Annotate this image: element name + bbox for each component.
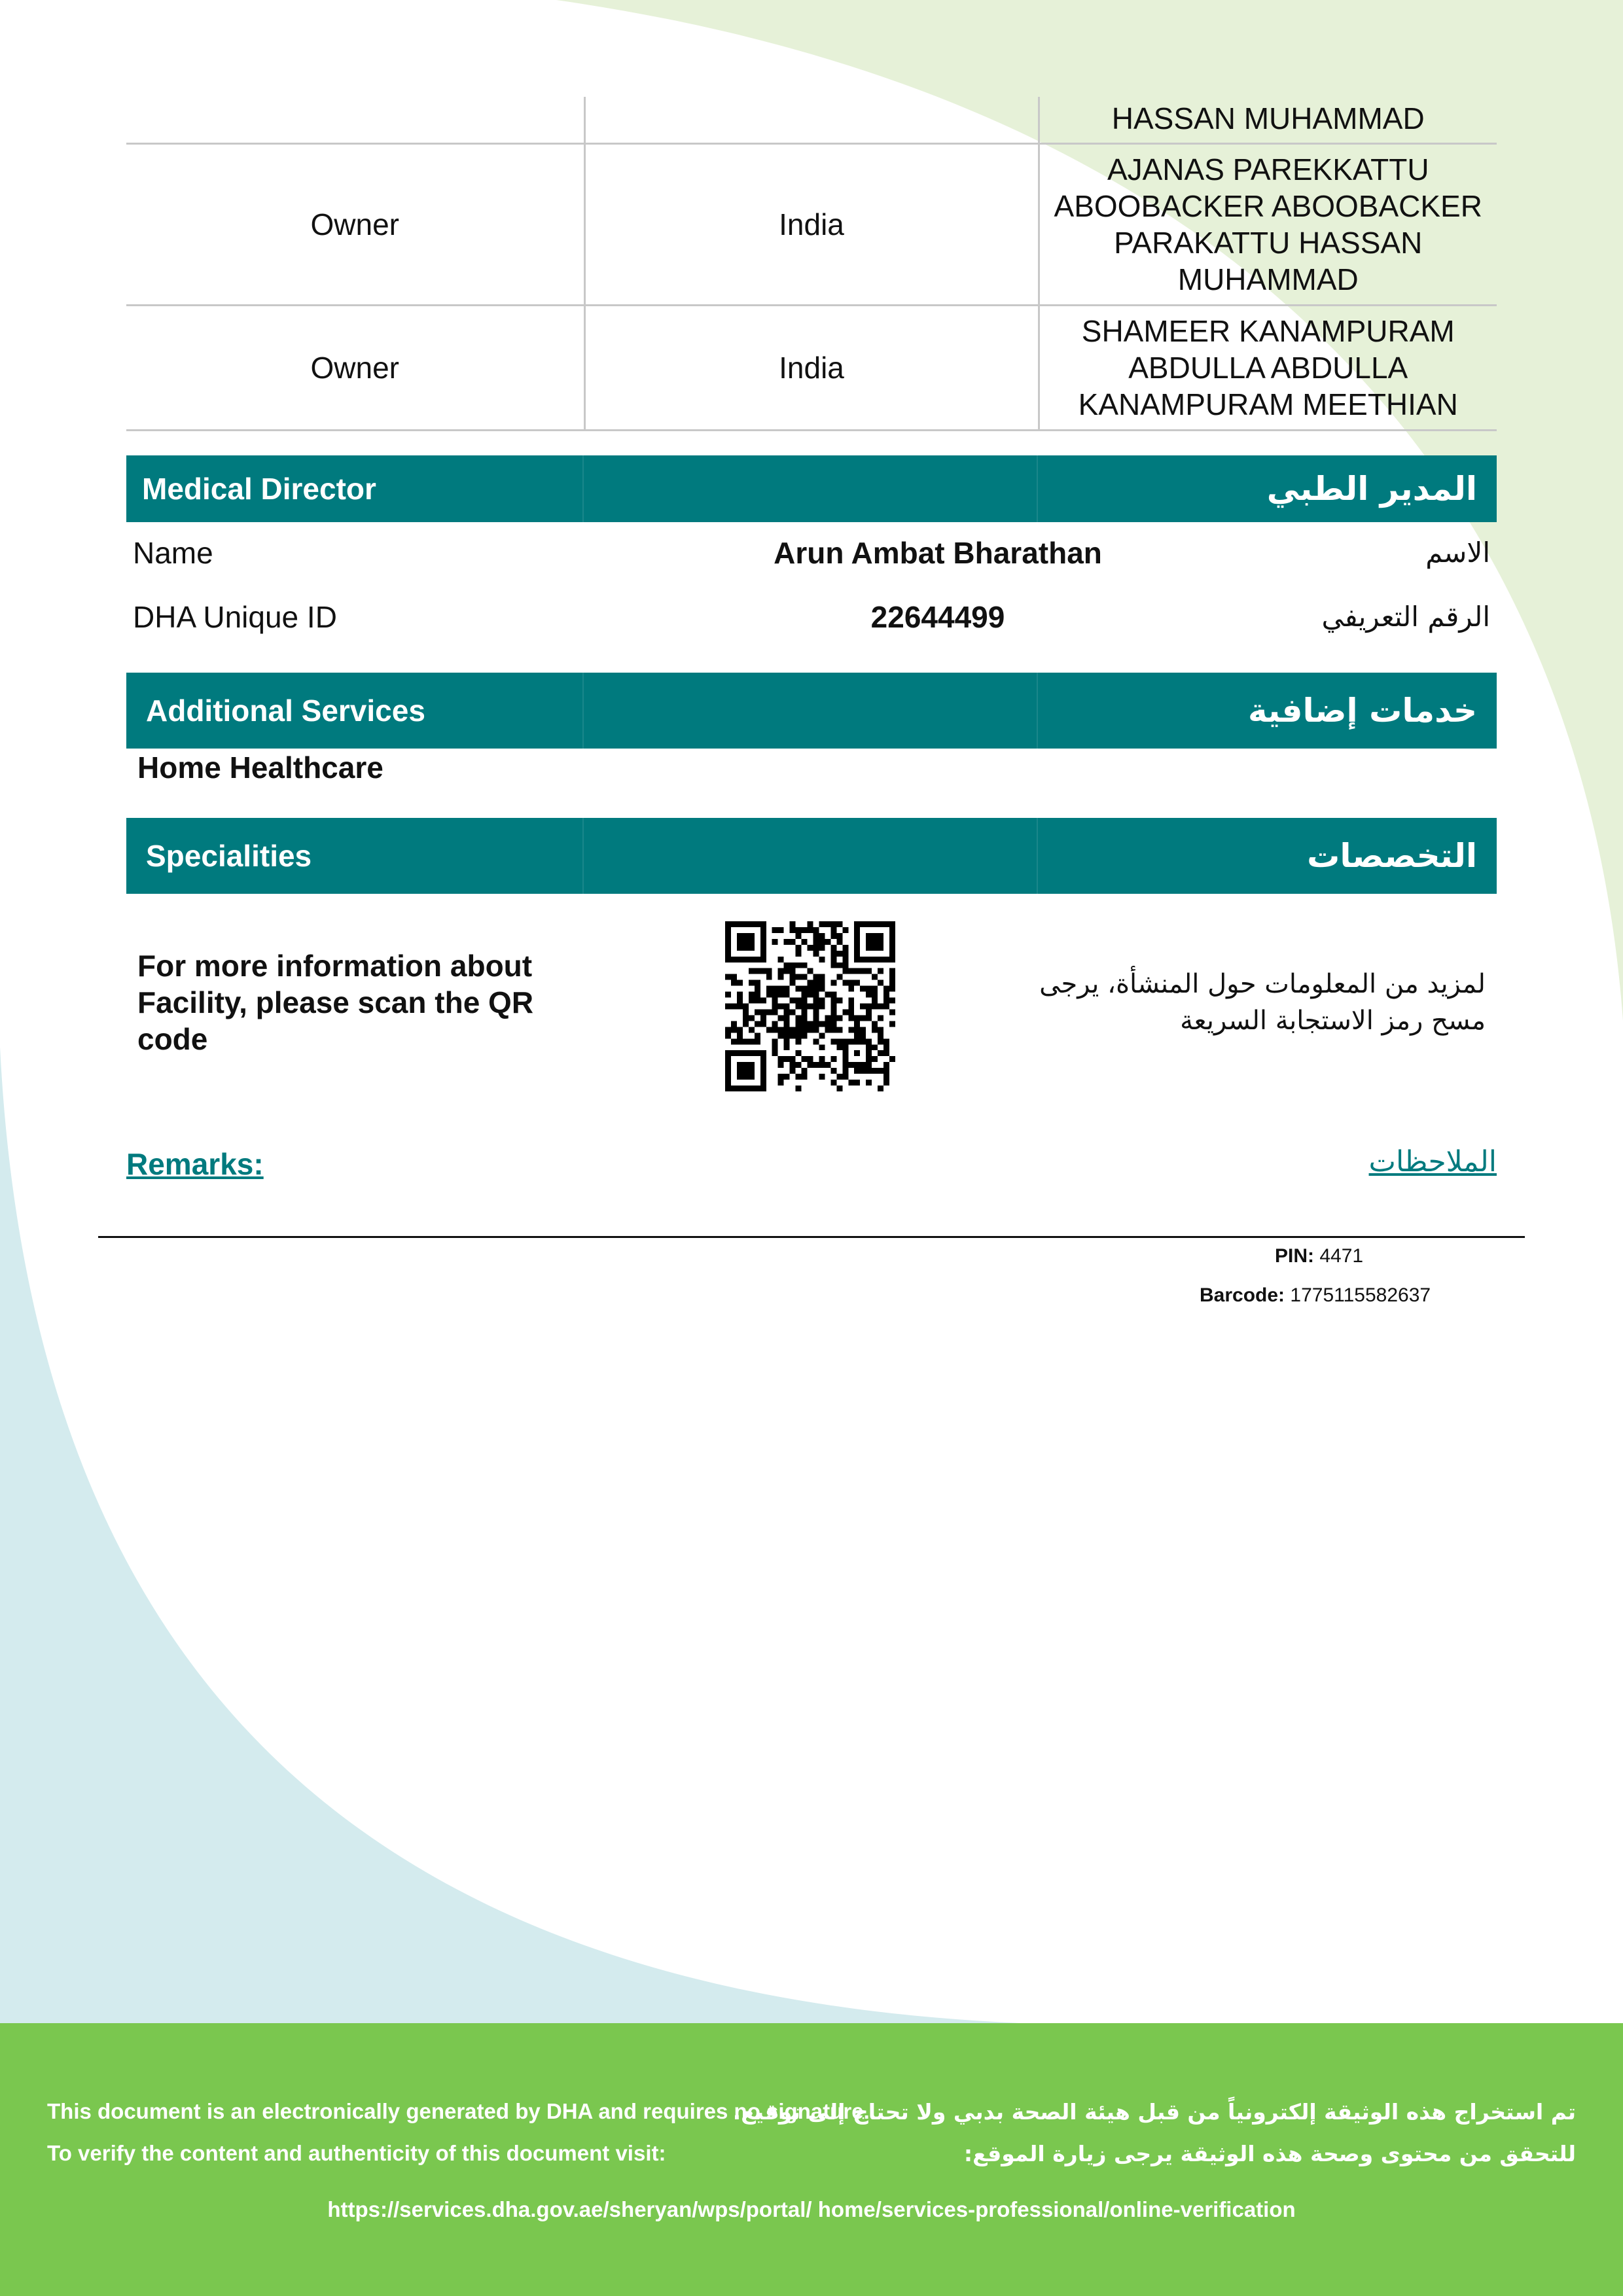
owners-table <box>126 97 1497 431</box>
owner-role: Owner <box>126 144 584 306</box>
section-title-ar: التخصصات <box>1307 837 1477 875</box>
owner-role <box>126 97 584 144</box>
barcode-label: Barcode: <box>1200 1284 1285 1306</box>
director-name-row <box>126 527 1497 579</box>
name-label-ar: الاسم <box>1425 537 1490 569</box>
remarks-label-ar: الملاحظات <box>1368 1145 1497 1178</box>
footer-verify-en: To verify the content and authenticity of this document visit: <box>47 2141 666 2165</box>
qr-info-text-ar: لمزيد من المعلومات حول المنشأة، يرجى مسح رمز الاستجابة السريعة <box>1039 969 1486 1036</box>
footer-verify-ar: للتحقق من محتوى وصحة هذه الوثيقة يرجى زيارة الموقع: <box>963 2141 1576 2166</box>
barcode-field <box>1200 1282 1431 1309</box>
director-id-row <box>126 591 1497 643</box>
dha-id-value: 22644499 <box>870 600 1005 634</box>
director-name-value: Arun Ambat Bharathan <box>774 536 1102 570</box>
remarks-label: Remarks: <box>126 1147 264 1181</box>
section-title-en: Medical Director <box>142 472 376 506</box>
footer-note-en: This document is an electronically generated by DHA and requires no signature. <box>47 2099 870 2123</box>
pin-field <box>1275 1243 1363 1269</box>
medical-director-header <box>126 455 1497 522</box>
pin-label: PIN: <box>1275 1245 1314 1267</box>
owner-nationality: India <box>584 144 1039 306</box>
pin-value: 4471 <box>1319 1245 1364 1267</box>
service-item: Home Healthcare <box>137 751 383 785</box>
qr-code-icon[interactable] <box>725 921 895 1091</box>
divider <box>98 1236 1525 1238</box>
footer-note-ar: تم استخراج هذه الوثيقة إلكترونياً من قبل هيئة الصحة بدبي ولا تحتاج إلى توقيع. <box>732 2099 1576 2125</box>
owner-role: Owner <box>126 306 584 431</box>
section-title-en: Specialities <box>146 839 312 873</box>
verification-link[interactable]: https://services.dha.gov.ae/sheryan/wps/portal/ home/services-professional/online-verification <box>327 2197 1296 2221</box>
owner-name: HASSAN MUHAMMAD <box>1039 97 1497 144</box>
dha-id-label: DHA Unique ID <box>133 600 337 634</box>
owner-nationality <box>584 97 1039 144</box>
section-title-en: Additional Services <box>146 694 425 728</box>
owner-nationality: India <box>584 306 1039 431</box>
owner-name: SHAMEER KANAMPURAM ABDULLA ABDULLA KANAMPURAM MEETHIAN <box>1039 306 1497 431</box>
table-row <box>126 97 1497 144</box>
specialities-header <box>126 818 1497 894</box>
additional-services-header <box>126 673 1497 749</box>
dha-id-label-ar: الرقم التعريفي <box>1321 601 1490 633</box>
table-row <box>126 144 1497 306</box>
section-title-ar: خدمات إضافية <box>1248 692 1477 730</box>
name-label: Name <box>133 536 213 570</box>
table-row <box>126 306 1497 431</box>
section-title-ar: المدير الطبي <box>1266 470 1477 508</box>
footer <box>0 2023 1623 2296</box>
owner-name: AJANAS PAREKKATTU ABOOBACKER ABOOBACKER PARAKATTU HASSAN MUHAMMAD <box>1039 144 1497 306</box>
barcode-value: 1775115582637 <box>1290 1284 1431 1306</box>
qr-info-text-en: For more information about Facility, please scan the QR code <box>137 949 534 1056</box>
